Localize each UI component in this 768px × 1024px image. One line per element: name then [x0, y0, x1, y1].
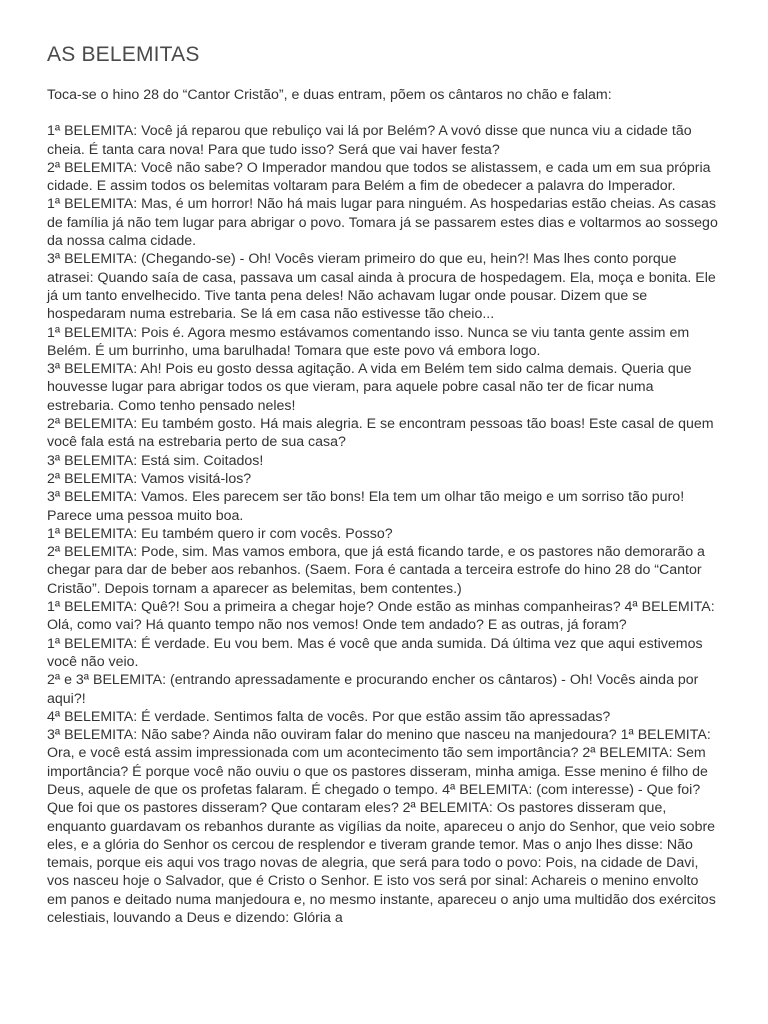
dialogue-line: 3ª BELEMITA: Vamos. Eles parecem ser tão bons! Ela tem um olhar tão meigo e um sorriso tão puro! Parece uma pessoa muito boa.: [47, 489, 685, 524]
dialogue-line: 1ª BELEMITA: É verdade. Eu vou bem. Mas é você que anda sumida. Dá última vez que aqui estivemos você não veio.: [47, 635, 703, 670]
dialogue-body: [47, 122, 722, 927]
dialogue-line: 2ª BELEMITA: Eu também gosto. Há mais alegria. E se encontram pessoas tão boas! Este casal de quem você fala está na estrebaria perto de sua casa?: [47, 416, 714, 451]
dialogue-line: 4ª BELEMITA: É verdade. Sentimos falta de vocês. Por que estão assim tão apressadas?: [47, 708, 611, 725]
dialogue-line: 3ª BELEMITA: Está sim. Coitados!: [47, 452, 264, 469]
dialogue-line: 2ª BELEMITA: Você não sabe? O Imperador mandou que todos se alistassem, e cada um em sua própria cidade. E assim todos os belemitas voltaram para Belém a fim de obedecer a palavra do Imperador.: [47, 159, 711, 195]
dialogue-line: 3ª BELEMITA: (Chegando-se) - Oh! Vocês vieram primeiro do que eu, hein?! Mas lhes conto porque atrasei: Quando saía de casa, passava um casal ainda à procura de hospedagem. Ela, moça e bonita. Ele já um tanto envelhecido. Tive tanta pena deles! Não achavam lugar onde pousar. Dizem que se hospedaram numa estrebaria. Se lá em casa não estivesse tão cheio...: [47, 251, 716, 323]
dialogue-line: 2ª BELEMITA: Pode, sim. Mas vamos embora, que já está ficando tarde, e os pastores não demorarão a chegar para dar de beber aos rebanhos. (Saem. Fora é cantada a terceira estrofe do hino 28 do “Cantor Cristão”. Depois tornam a aparecer as belemitas, bem contentes.): [47, 544, 705, 597]
dialogue-line: 3ª BELEMITA: Não sabe? Ainda não ouviram falar do menino que nasceu na manjedoura? 1ª BELEMITA: Ora, e você está assim impressionada com um acontecimento tão sem importância? 2ª BELEMITA: Sem importância? É porque você não ouviu o que os pastores disseram, minha amiga. Esse menino é filho de Deus, aquele de que os profetas falaram. É chegado o tempo. 4ª BELEMITA: (com interesse) - Que foi? Que foi que os pastores disseram? Que contaram eles? 2ª BELEMITA: Os pastores disseram que, enquanto guardavam os rebanhos durante as vigílias da noite, apareceu o anjo do Senhor, que veio sobre eles, e a glória do Senhor os cercou de resplendor e tiveram grande temor. Mas o anjo lhes disse: Não temais, porque eis aqui vos trago novas de alegria, que será para todo o povo: Pois, na cidade de Davi, vos nasceu hoje o Salvador, que é Cristo o Senhor. E isto vos será por sinal: Achareis o menino envolto em panos e deitado numa manjedoura e, no mesmo instante, apareceu o anjo uma multidão dos exércitos celestiais, louvando a Deus e dizendo: Glória a: [47, 727, 716, 927]
dialogue-line: 1ª BELEMITA: Eu também quero ir com vocês. Posso?: [47, 525, 393, 542]
document-title: AS BELEMITAS: [47, 43, 200, 66]
dialogue-line: 3ª BELEMITA: Ah! Pois eu gosto dessa agitação. A vida em Belém tem sido calma demais. Queria que houvesse lugar para abrigar todos os que vieram, para aquele pobre casal não ter de ficar numa estrebaria. Como tenho pensado neles!: [47, 361, 692, 414]
dialogue-line: 2ª BELEMITA: Vamos visitá-los?: [47, 470, 252, 487]
dialogue-line: 1ª BELEMITA: Quê?! Sou a primeira a chegar hoje? Onde estão as minhas companheiras? 4ª BELEMITA: Olá, como vai? Há quanto tempo não nos vemos! Onde tem andado? E as outras, já foram?: [47, 599, 715, 634]
dialogue-line: 1ª BELEMITA: Você já reparou que rebuliço vai lá por Belém? A vovó disse que nunca viu a cidade tão cheia. É tanta cara nova! Para que tudo isso? Será que vai haver festa?: [47, 123, 692, 158]
document-page: [47, 40, 722, 927]
dialogue-line: 1ª BELEMITA: Pois é. Agora mesmo estávamos comentando isso. Nunca se viu tanta gente assim em Belém. É um burrinho, uma barulhada! Tomara que este povo vá embora logo.: [47, 324, 690, 359]
dialogue-line: 1ª BELEMITA: Mas, é um horror! Não há mais lugar para ninguém. As hospedarias estão cheias. As casas de família já não tem lugar para abrigar o povo. Tomara já se passarem estes dias e voltarmos ao sossego da nossa calma cidade.: [47, 196, 718, 250]
stage-direction-intro: Toca-se o hino 28 do “Cantor Cristão”, e duas entram, põem os cântaros no chão e falam:: [47, 87, 612, 103]
dialogue-line: 2ª e 3ª BELEMITA: (entrando apressadamente e procurando encher os cântaros) - Oh! Vocês ainda por aqui?!: [47, 672, 699, 707]
